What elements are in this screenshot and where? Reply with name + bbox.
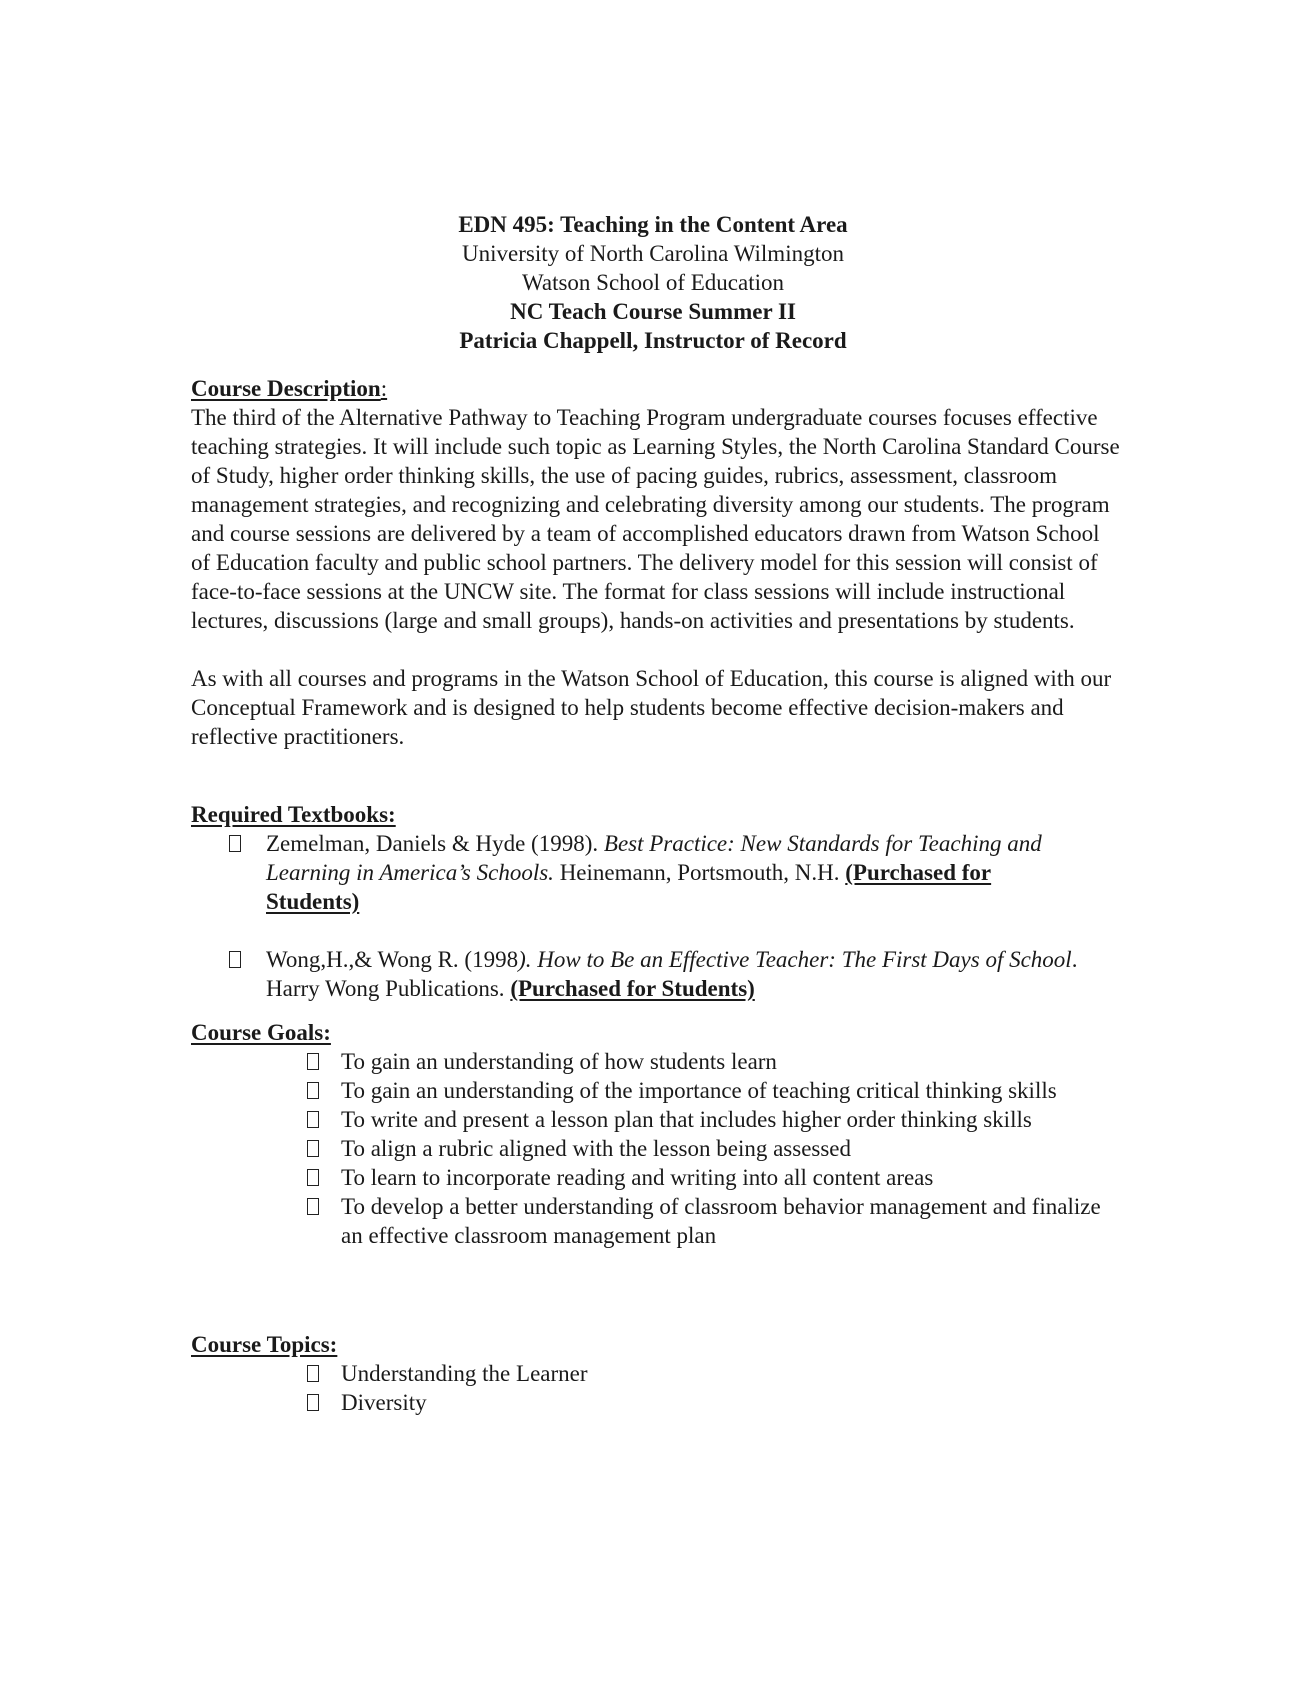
- course-description-heading: Course Description:: [191, 376, 388, 401]
- framework-paragraph: As with all courses and programs in the Watson School of Education, this course is aligned with our Conceptual Framework and is designed to help students become effective decision-makers and reflective practitioners.: [191, 666, 1112, 749]
- textbooks-section: [191, 800, 1121, 1003]
- university-name: University of North Carolina Wilmington: [462, 241, 844, 266]
- goal-item: To gain an understanding of how students learn: [191, 1047, 1121, 1076]
- topic-item: Understanding the Learner: [191, 1359, 1121, 1388]
- course-description-paragraph: The third of the Alternative Pathway to Teaching Program undergraduate courses focuses effective teaching strategies. It will include such topic as Learning Styles, the North Carolina Standard Course of Study, higher order thinking skills, the use of pacing guides, rubrics, assessment, classroom management strategies, and recognizing and celebrating diversity among our students. The program and course sessions are delivered by a team of accomplished educators drawn from Watson School of Education faculty and public school partners. The delivery model for this session will consist of face-to-face sessions at the UNCW site. The format for class sessions will include instructional lectures, discussions (large and small groups), hands-on activities and presentations by students.: [191, 405, 1120, 633]
- textbook-item: Zemelman, Daniels & Hyde (1998). Best Practice: New Standards for Teaching and Learning in America’s Schools. Heinemann, Portsmouth, N.H. (Purchased for Students): [191, 829, 1086, 916]
- course-title: EDN 495: Teaching in the Content Area: [458, 212, 848, 237]
- checkbox-bullet-icon: [229, 951, 241, 968]
- school-name: Watson School of Education: [522, 270, 784, 295]
- course-goals-heading: Course Goals:: [191, 1020, 331, 1045]
- course-description-section: [191, 374, 1121, 751]
- goal-item: To align a rubric aligned with the lesson being assessed: [191, 1134, 1121, 1163]
- checkbox-bullet-icon: [307, 1365, 319, 1382]
- checkbox-bullet-icon: [307, 1140, 319, 1157]
- course-topics-section: [191, 1330, 1121, 1417]
- checkbox-bullet-icon: [307, 1169, 319, 1186]
- checkbox-bullet-icon: [307, 1394, 319, 1411]
- textbook-item: Wong,H.,& Wong R. (1998). How to Be an Effective Teacher: The First Days of School. Harry Wong Publications. (Purchased for Students): [191, 945, 1086, 1003]
- topic-item: Diversity: [191, 1388, 1121, 1417]
- goal-item: To write and present a lesson plan that includes higher order thinking skills: [191, 1105, 1121, 1134]
- checkbox-bullet-icon: [307, 1053, 319, 1070]
- course-topics-heading: Course Topics:: [191, 1332, 338, 1357]
- goal-item: To gain an understanding of the importance of teaching critical thinking skills: [191, 1076, 1121, 1105]
- course-session: NC Teach Course Summer II: [510, 299, 796, 324]
- instructor-line: Patricia Chappell, Instructor of Record: [459, 328, 847, 353]
- course-header: [0, 210, 1306, 355]
- goal-list: [191, 1047, 1121, 1250]
- course-goals-section: [191, 1018, 1121, 1250]
- topic-list: [191, 1359, 1121, 1417]
- textbooks-heading: Required Textbooks:: [191, 802, 396, 827]
- goal-item: To learn to incorporate reading and writing into all content areas: [191, 1163, 1121, 1192]
- checkbox-bullet-icon: [229, 835, 241, 852]
- goal-item: To develop a better understanding of classroom behavior management and finalize an effective classroom management plan: [191, 1192, 1121, 1250]
- checkbox-bullet-icon: [307, 1111, 319, 1128]
- checkbox-bullet-icon: [307, 1198, 319, 1215]
- checkbox-bullet-icon: [307, 1082, 319, 1099]
- textbook-list: [191, 829, 1121, 1003]
